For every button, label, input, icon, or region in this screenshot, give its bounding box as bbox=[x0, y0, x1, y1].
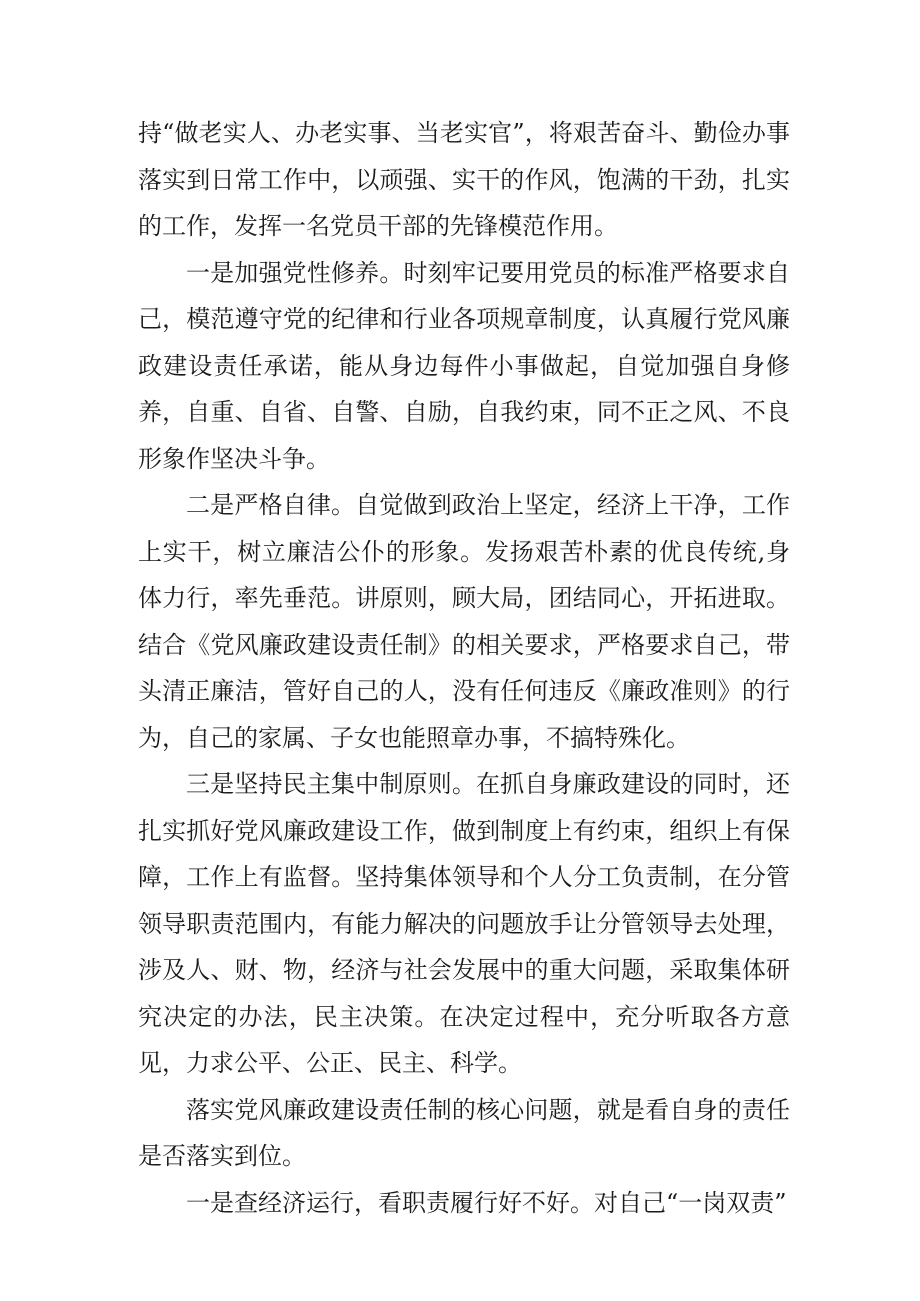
paragraph-self-discipline: 二是严格自律。自觉做到政治上坚定，经济上干净，工作上实干，树立廉洁公仆的形象。发扬艰苦朴素的优良传统,身体力行，率先垂范。讲原则，顾大局，团结同心，开拓进取。结合《党风廉政建设责任制》的相关要求，严格要求自己，带头清正廉洁，管好自己的人，没有任何违反《廉政准则》的行为，自己的家属、子女也能照章办事，不搞特殊化。 bbox=[138, 491, 790, 752]
paragraph-continuation: 持“做老实人、办老实事、当老实官”，将艰苦奋斗、勤俭办事落实到日常工作中，以顽强、实干的作风，饱满的干劲，扎实的工作，发挥一名党员干部的先锋模范作用。 bbox=[138, 119, 790, 240]
document-page bbox=[138, 110, 790, 1226]
paragraph-core-question: 落实党风廉政建设责任制的核心问题，就是看自身的责任是否落实到位。 bbox=[138, 1095, 790, 1170]
paragraph-economic-operation: 一是查经济运行，看职责履行好不好。对自己“一岗双责” bbox=[186, 1188, 787, 1217]
paragraph-party-spirit: 一是加强党性修养。时刻牢记要用党员的标准严格要求自己，模范遵守党的纪律和行业各项规章制度，认真履行党风廉政建设责任承诺，能从身边每件小事做起，自觉加强自身修养，自重、自省、自警、自励，自我约束，同不正之风、不良形象作坚决斗争。 bbox=[138, 258, 790, 473]
paragraph-democratic-centralism: 三是坚持民主集中制原则。在抓自身廉政建设的同时，还扎实抓好党风廉政建设工作，做到制度上有约束，组织上有保障，工作上有监督。坚持集体领导和个人分工负责制，在分管领导职责范围内，有能力解决的问题放手让分管领导去处理，涉及人、财、物，经济与社会发展中的重大问题，采取集体研究决定的办法，民主决策。在决定过程中，充分听取各方意见，力求公平、公正、民主、科学。 bbox=[138, 770, 790, 1077]
